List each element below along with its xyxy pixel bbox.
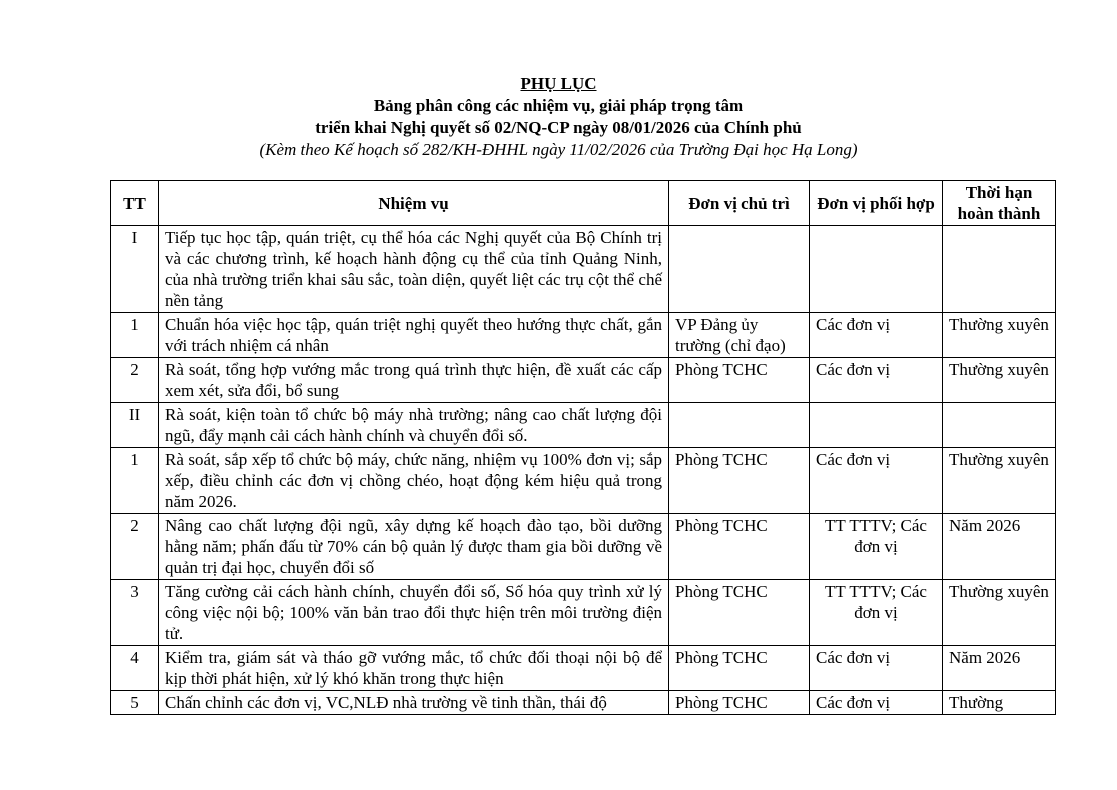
table-row: [111, 313, 1056, 358]
task-text: Rà soát, sắp xếp tổ chức bộ máy, chức năng, nhiệm vụ 100% đơn vị; sắp xếp, điều chỉnh các đơn vị chồng chéo, hoạt động kém hiệu quả trong năm 2026.: [159, 448, 669, 514]
document-header: [0, 73, 1117, 161]
table-row: [111, 646, 1056, 691]
row-number: 1: [111, 448, 159, 514]
row-number: 2: [111, 358, 159, 403]
deadline: [943, 403, 1056, 448]
column-header-task: Nhiệm vụ: [159, 181, 669, 226]
coordinating-unit: Các đơn vị: [810, 448, 943, 514]
lead-unit: Phòng TCHC: [669, 514, 810, 580]
deadline: Thường xuyên: [943, 448, 1056, 514]
table-row: [111, 691, 1056, 715]
row-number: 2: [111, 514, 159, 580]
coordinating-unit: [810, 403, 943, 448]
lead-unit: Phòng TCHC: [669, 448, 810, 514]
appendix-title: PHỤ LỤC: [520, 74, 597, 93]
deadline: [943, 226, 1056, 313]
lead-unit: [669, 403, 810, 448]
coordinating-unit: TT TTTV; Các đơn vị: [810, 580, 943, 646]
table-row: [111, 226, 1056, 313]
deadline: Thường: [943, 691, 1056, 715]
task-text: Chuẩn hóa việc học tập, quán triệt nghị quyết theo hướng thực chất, gắn với trách nhiệm cá nhân: [159, 313, 669, 358]
deadline: Năm 2026: [943, 646, 1056, 691]
lead-unit: Phòng TCHC: [669, 646, 810, 691]
task-text: Tăng cường cải cách hành chính, chuyển đổi số, Số hóa quy trình xử lý công việc nội bộ; 100% văn bản trao đổi thực hiện trên môi trường điện tử.: [159, 580, 669, 646]
table-row: [111, 403, 1056, 448]
row-number: 1: [111, 313, 159, 358]
coordinating-unit: TT TTTV; Các đơn vị: [810, 514, 943, 580]
row-number: 4: [111, 646, 159, 691]
task-text: Tiếp tục học tập, quán triệt, cụ thể hóa các Nghị quyết của Bộ Chính trị và các chương trình, kế hoạch hành động cụ thể của tỉnh Quảng Ninh, của nhà trường triển khai sâu sắc, toàn diện, quyết liệt các trụ cột thể chế nền tảng: [159, 226, 669, 313]
table-row: [111, 448, 1056, 514]
task-text: Rà soát, tổng hợp vướng mắc trong quá trình thực hiện, đề xuất các cấp xem xét, sửa đổi, bổ sung: [159, 358, 669, 403]
table-row: [111, 358, 1056, 403]
column-header-tt: TT: [111, 181, 159, 226]
row-number: 5: [111, 691, 159, 715]
column-header-coordinating-unit: Đơn vị phối hợp: [810, 181, 943, 226]
task-text: Chấn chỉnh các đơn vị, VC,NLĐ nhà trường về tinh thần, thái độ: [159, 691, 669, 715]
coordinating-unit: Các đơn vị: [810, 691, 943, 715]
coordinating-unit: Các đơn vị: [810, 358, 943, 403]
attachment-note: (Kèm theo Kế hoạch số 282/KH-ĐHHL ngày 11/02/2026 của Trường Đại học Hạ Long): [259, 140, 858, 159]
table-header-row: [111, 181, 1056, 226]
row-number: I: [111, 226, 159, 313]
row-number: II: [111, 403, 159, 448]
task-text: Rà soát, kiện toàn tổ chức bộ máy nhà trường; nâng cao chất lượng đội ngũ, đẩy mạnh cải cách hành chính và chuyển đổi số.: [159, 403, 669, 448]
coordinating-unit: Các đơn vị: [810, 646, 943, 691]
lead-unit: Phòng TCHC: [669, 691, 810, 715]
subtitle-line-1: Bảng phân công các nhiệm vụ, giải pháp trọng tâm: [373, 96, 744, 115]
lead-unit: [669, 226, 810, 313]
subtitle-line-2: triển khai Nghị quyết số 02/NQ-CP ngày 08/01/2026 của Chính phủ: [315, 118, 802, 137]
column-header-lead-unit: Đơn vị chủ trì: [669, 181, 810, 226]
table-row: [111, 514, 1056, 580]
row-number: 3: [111, 580, 159, 646]
task-text: Kiểm tra, giám sát và tháo gỡ vướng mắc, tổ chức đối thoại nội bộ để kịp thời phát hiện, xử lý khó khăn trong thực hiện: [159, 646, 669, 691]
coordinating-unit: Các đơn vị: [810, 313, 943, 358]
lead-unit: Phòng TCHC: [669, 358, 810, 403]
coordinating-unit: [810, 226, 943, 313]
deadline: Thường xuyên: [943, 358, 1056, 403]
deadline: Năm 2026: [943, 514, 1056, 580]
deadline: Thường xuyên: [943, 313, 1056, 358]
lead-unit: VP Đảng ủy trường (chỉ đạo): [669, 313, 810, 358]
lead-unit: Phòng TCHC: [669, 580, 810, 646]
task-text: Nâng cao chất lượng đội ngũ, xây dựng kế hoạch đào tạo, bồi dưỡng hằng năm; phấn đấu từ 70% cán bộ quản lý được tham gia bồi dưỡng về quản trị đại học, chuyển đổi số: [159, 514, 669, 580]
deadline: Thường xuyên: [943, 580, 1056, 646]
task-assignment-table: [110, 180, 1056, 715]
table-row: [111, 580, 1056, 646]
column-header-deadline: Thời hạn hoàn thành: [943, 181, 1056, 226]
